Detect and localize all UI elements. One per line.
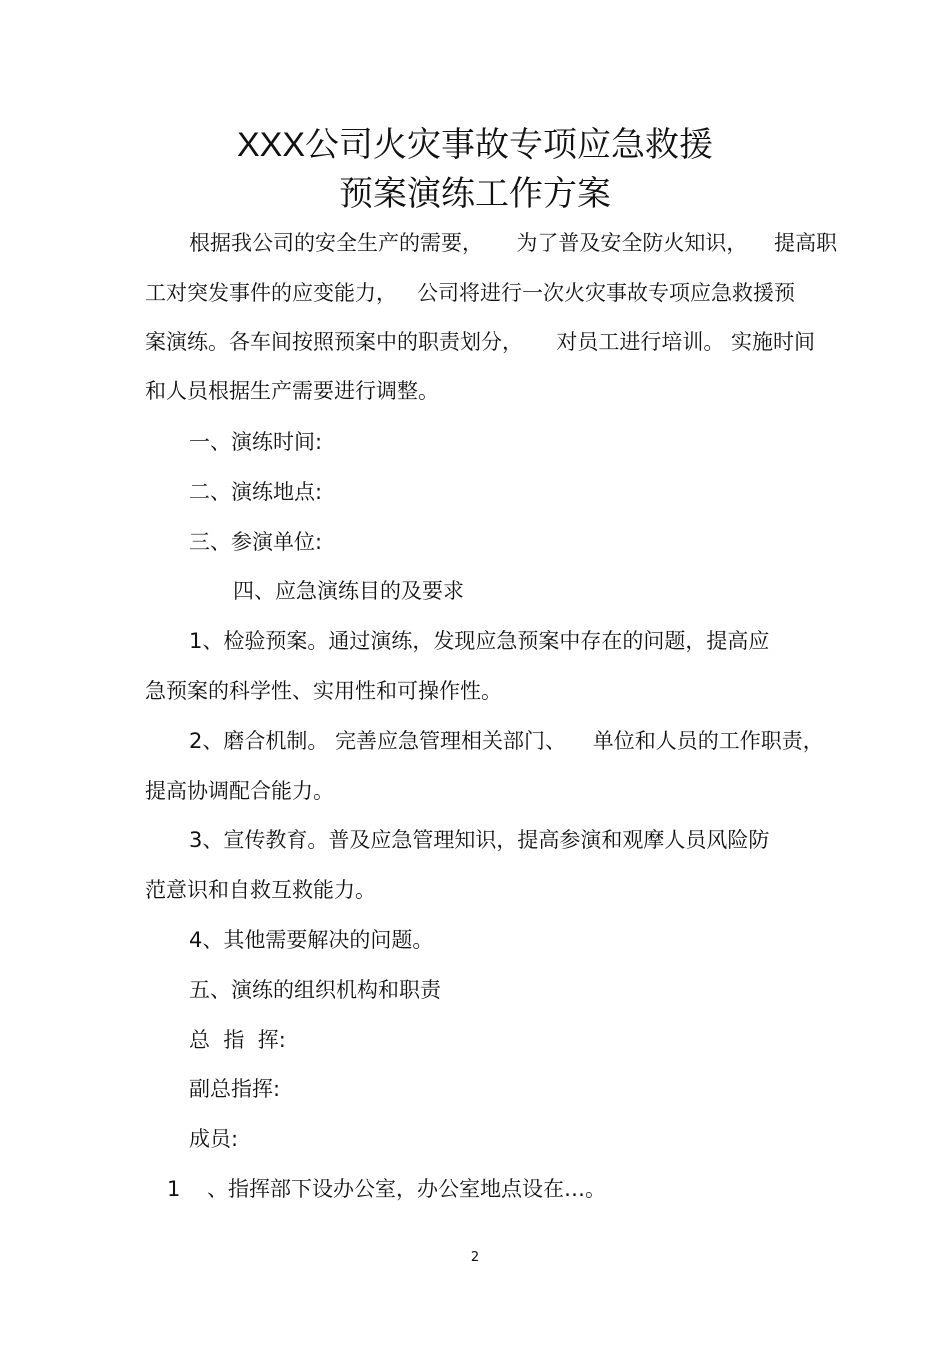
commander-label: 总 指 挥: — [189, 1028, 286, 1052]
goal-1-line-1: 1、检验预案。通过演练，发现应急预案中存在的问题，提高应 — [189, 629, 770, 653]
intro-paragraph-line-3: 案演练。各车间按照预案中的职责划分， 对员工进行培训。 实施时间 — [145, 330, 816, 354]
members-label: 成员: — [189, 1127, 239, 1151]
goal-3-line-1: 3、宣传教育。普及应急管理知识，提高参演和观摩人员风险防 — [189, 828, 770, 852]
intro-paragraph-line-4: 和人员根据生产需要进行调整。 — [145, 379, 439, 403]
goal-2-line-2: 提高协调配合能力。 — [145, 779, 334, 803]
goal-4: 4、其他需要解决的问题。 — [189, 928, 434, 952]
section-drill-time: 一、演练时间: — [189, 430, 323, 454]
deputy-commander-label: 副总指挥: — [189, 1077, 281, 1101]
goal-3-line-2: 范意识和自救互救能力。 — [145, 878, 376, 902]
intro-paragraph-line-1: 根据我公司的安全生产的需要， 为了普及安全防火知识， 提高职 — [189, 231, 838, 255]
office-note: 1 、指挥部下设办公室，办公室地点设在…。 — [167, 1177, 607, 1201]
section-drill-place: 二、演练地点: — [189, 480, 323, 504]
document-title-line-1: XXX公司火灾事故专项应急救援 — [236, 126, 714, 164]
section-organization: 五、演练的组织机构和职责 — [189, 978, 441, 1002]
document-title-line-2: 预案演练工作方案 — [339, 175, 611, 213]
section-participating-units: 三、参演单位: — [189, 530, 323, 554]
section-drill-goals: 四、应急演练目的及要求 — [233, 579, 464, 603]
goal-2-line-1: 2、磨合机制。 完善应急管理相关部门、 单位和人员的工作职责， — [189, 729, 824, 753]
intro-paragraph-line-2: 工对突发事件的应变能力， 公司将进行一次火灾事故专项应急救援预 — [145, 281, 796, 305]
goal-1-line-2: 急预案的科学性、实用性和可操作性。 — [145, 679, 502, 703]
page-number: 2 — [470, 1250, 480, 1265]
